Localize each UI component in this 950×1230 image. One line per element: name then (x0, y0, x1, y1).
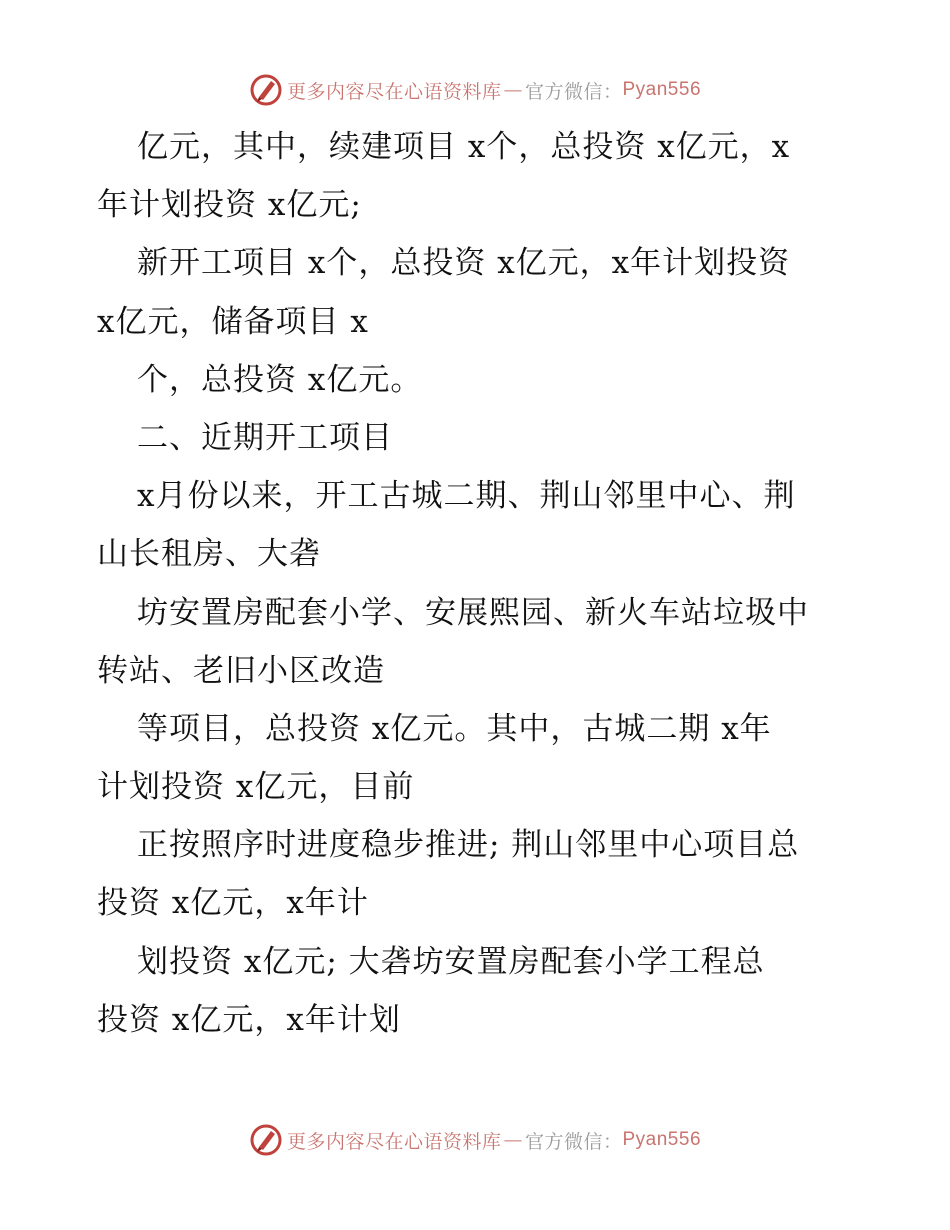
body-line: 划投资 x亿元; 大砻坊安置房配套小学工程总 (137, 943, 765, 980)
watermark-official-label: 官方微信： (524, 80, 623, 103)
body-line: 年计划投资 x亿元; (97, 187, 362, 224)
pen-logo-icon (249, 1123, 283, 1157)
body-line: x月份以来，开工古城二期、荆山邻里中心、荆 (137, 478, 796, 515)
body-line: 投资 x亿元，x年计划 (97, 1001, 401, 1038)
body-line: 投资 x亿元，x年计 (97, 885, 369, 922)
body-line: 个，总投资 x亿元。 (137, 361, 423, 398)
body-line: x亿元，储备项目 x (97, 303, 369, 340)
body-line: 山长租房、大砻 (97, 536, 321, 573)
watermark-main-text: 更多内容尽在心语资料库 (286, 1130, 502, 1153)
header-watermark (0, 70, 950, 110)
section-heading: 二、近期开工项目 (137, 419, 393, 456)
document-body (97, 118, 857, 1049)
pen-logo-icon (249, 73, 283, 107)
body-line: 坊安置房配套小学、安展熙园、新火车站垃圾中 (137, 594, 809, 631)
body-line: 新开工项目 x个，总投资 x亿元，x年计划投资 (137, 245, 791, 282)
watermark-dash: — (503, 1129, 523, 1151)
watermark-id: Pyan556 (622, 1129, 702, 1150)
watermark-id: Pyan556 (622, 79, 702, 100)
body-line: 计划投资 x亿元，目前 (97, 769, 415, 806)
watermark-main-text: 更多内容尽在心语资料库 (286, 80, 502, 103)
watermark-dash: — (503, 79, 523, 101)
body-line: 正按照序时进度稳步推进; 荆山邻里中心项目总 (137, 827, 800, 864)
watermark-official-label: 官方微信： (524, 1130, 623, 1153)
footer-watermark (0, 1120, 950, 1160)
body-line: 等项目，总投资 x亿元。其中，古城二期 x年 (137, 710, 772, 747)
body-line: 亿元，其中，续建项目 x个，总投资 x亿元，x (137, 129, 791, 165)
body-line: 转站、老旧小区改造 (97, 652, 385, 689)
